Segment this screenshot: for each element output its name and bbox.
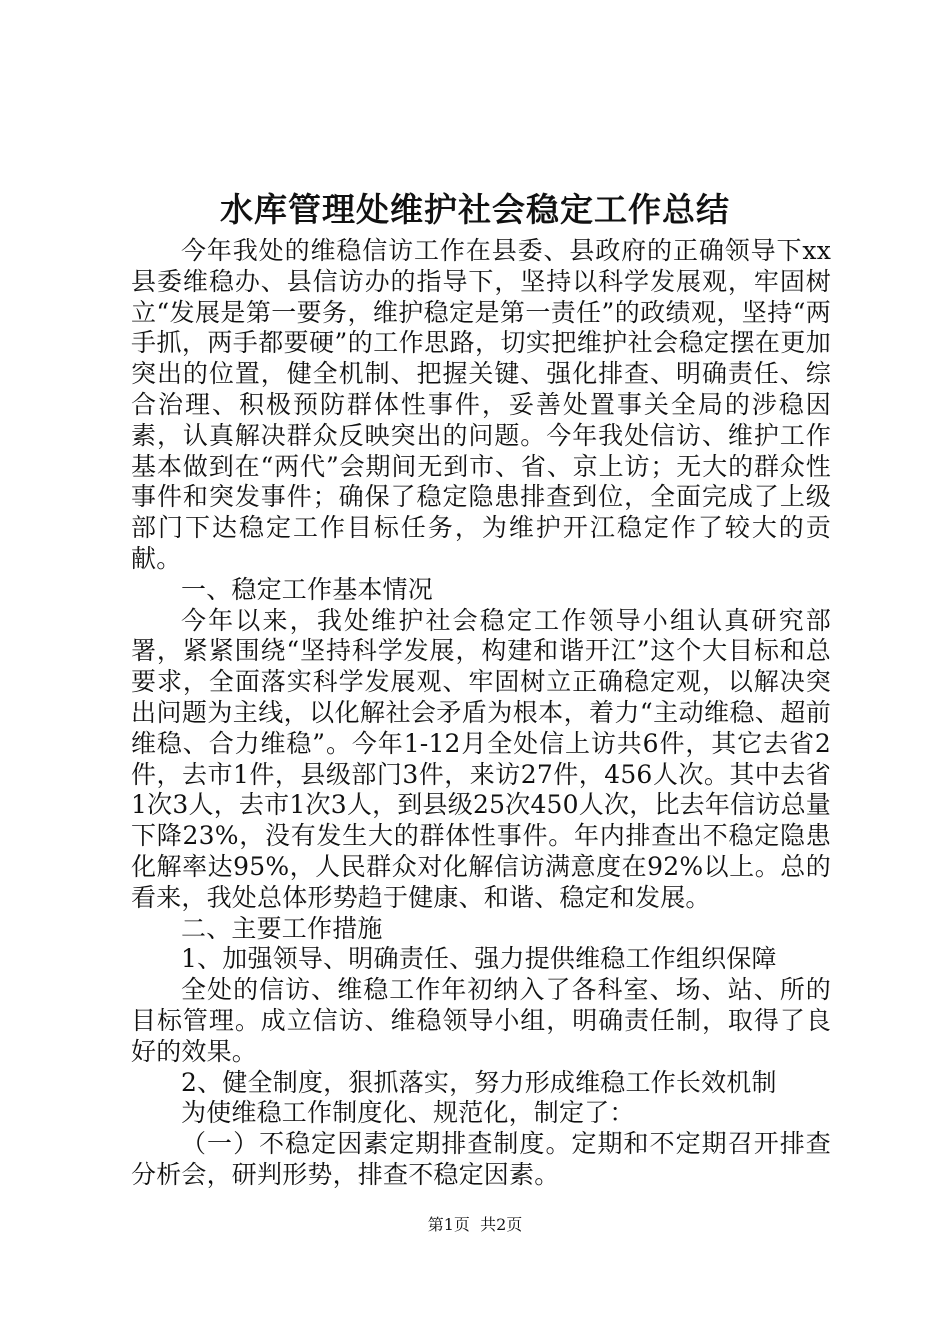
section-heading-2: 二、主要工作措施 <box>181 913 383 943</box>
paragraph-subsection-1: 全处的信访、维稳工作年初纳入了各科室、场、站、所的目标管理。成立信访、维稳领导小组，明确责任制，取得了良好的效果。 <box>131 975 831 1066</box>
paragraph-intro: 今年我处的维稳信访工作在县委、县政府的正确领导下xx县委维稳办、县信访办的指导下，坚持以科学发展观，牢固树立“发展是第一要务，维护稳定是第一责任”的政绩观，坚持“两手抓，两手都要硬”的工作思路，切实把维护社会稳定摆在更加突出的位置，健全机制、把握关键、强化排查、明确责任、综合治理、积极预防群体性事件，妥善处置事关全局的涉稳因素，认真解决群众反映突出的问题。今年我处信访、维护工作基本做到在“两代”会期间无到市、省、京上访；无大的群众性事件和突发事件；确保了稳定隐患排查到位，全面完成了上级部门下达稳定工作目标任务，为维护开江稳定作了较大的贡献。 <box>131 236 831 573</box>
document-body <box>131 236 831 1191</box>
subheading-1: 1、加强领导、明确责任、强力提供维稳工作组织保障 <box>181 944 777 974</box>
page-number: 第1页 <box>427 1215 470 1234</box>
page-footer <box>0 1214 950 1236</box>
paragraph-section-1: 今年以来，我处维护社会稳定工作领导小组认真研究部署，紧紧围绕“坚持科学发展，构建和谐开江”这个大目标和总要求，全面落实科学发展观、牢固树立正确稳定观，以解决突出问题为主线，以化解社会矛盾为根本，着力“主动维稳、超前维稳、合力维稳”。今年1-12月全处信上访共6件，其它去省2件，去市1件，县级部门3件，来访27件，456人次。其中去省1次3人，去市1次3人，到县级25次450人次，比去年信访总量下降23%，没有发生大的群体性事件。年内排查出不稳定隐患化解率达95%，人民群众对化解信访满意度在92%以上。总的看来，我处总体形势趋于健康、和谐、稳定和发展。 <box>131 605 831 912</box>
subheading-2: 2、健全制度，狠抓落实，努力形成维稳工作长效机制 <box>181 1067 777 1097</box>
section-heading-1: 一、稳定工作基本情况 <box>181 574 434 604</box>
document-title: 水库管理处维护社会稳定工作总结 <box>220 190 730 229</box>
paragraph-item-1: （一）不稳定因素定期排查制度。定期和不定期召开排查分析会，研判形势，排查不稳定因素。 <box>131 1129 831 1189</box>
page-total: 共2页 <box>480 1215 523 1234</box>
paragraph-subsection-2-intro: 为使维稳工作制度化、规范化，制定了： <box>181 1098 635 1128</box>
